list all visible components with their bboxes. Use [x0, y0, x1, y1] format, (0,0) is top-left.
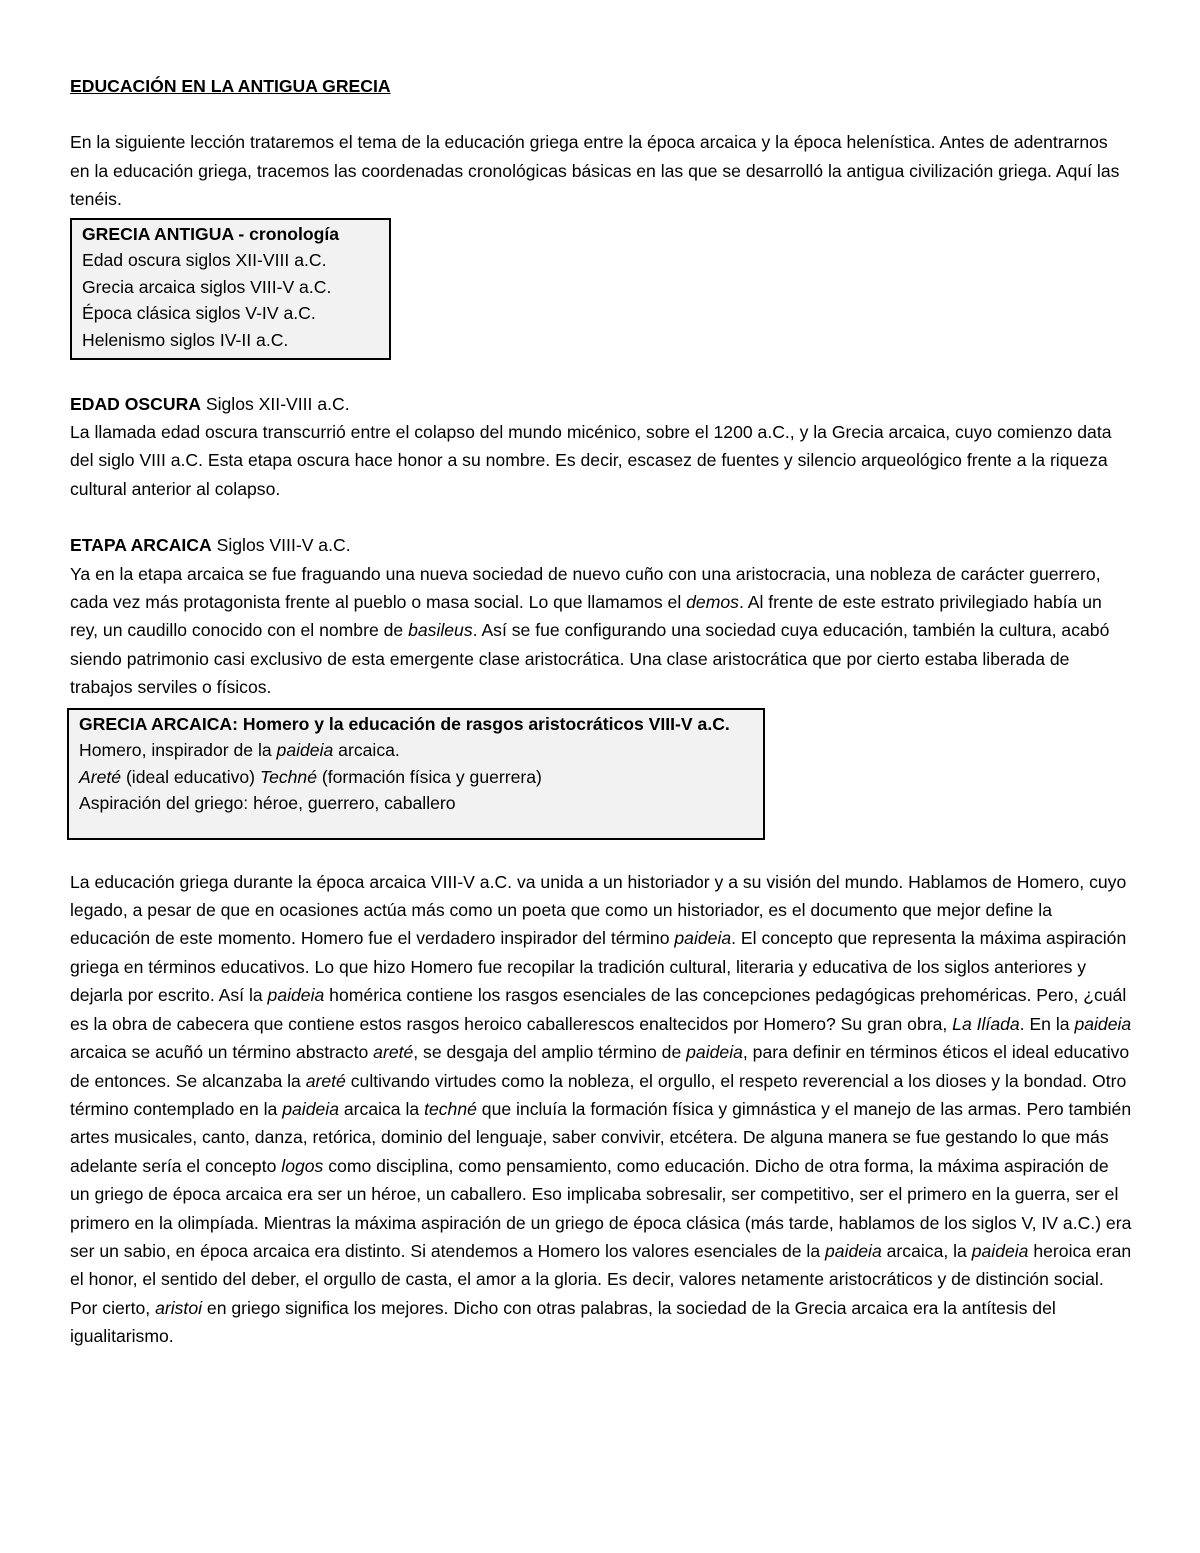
italic-term: paideia [1074, 1013, 1132, 1034]
italic-term: basileus [408, 620, 473, 641]
text-run: , se desgaja del amplio término de [413, 1042, 687, 1063]
archaic-box-heading: GRECIA ARCAICA: Homero y la educación de rasgos aristocráticos VIII-V a.C. [79, 713, 730, 734]
section-heading [70, 390, 1132, 418]
chronology-line: Época clásica siglos V-IV a.C. [82, 303, 316, 324]
italic-term: paideia [686, 1042, 743, 1063]
text-run: arcaica, la [881, 1240, 972, 1261]
archaic-box-line [79, 737, 753, 764]
section-heading-rest: Siglos VIII-V a.C. [211, 535, 351, 556]
italic-term: areté [373, 1042, 414, 1063]
text-run: arcaica. [333, 740, 400, 761]
section-body: La llamada edad oscura transcurrió entre el colapso del mundo micénico, sobre el 1200 a.C., y la Grecia arcaica, cuyo comienzo data del siglo VIII a.C. Esta etapa oscura hace honor a su nombre. Es decir, escasez de fuentes y silencio arqueológico frente a la riqueza cultural anterior al colapso. [70, 422, 1112, 499]
text-run: La educación griega durante la época arcaica VIII-V a.C. va unida a un historiador y a su visión del mundo. Hablamos de Homero, cuyo legado, a pesar de que en ocasiones actúa más como un poeta que como un historiador, es el documento que mejor define la educación de este momento. Homero fue el verdadero inspirador del término [70, 871, 1127, 949]
italic-term: La Ilíada [952, 1013, 1020, 1034]
text-run: . En la [1019, 1013, 1075, 1034]
italic-term: areté [305, 1070, 346, 1091]
italic-term: techné [424, 1098, 477, 1119]
main-paragraph [70, 868, 1132, 1351]
section-heading [70, 531, 1132, 559]
text-run: . Así se fue configurando una sociedad cuya educación, también la cultura, acabó siendo patrimonio casi exclusivo de esta emergente clase aristocrática. Una clase aristocrática que por cierto estaba liberada de trabajos serviles o físicos. [70, 620, 1110, 698]
section-heading-bold: EDAD OSCURA [70, 393, 201, 414]
italic-term: Techné [259, 766, 318, 787]
archaic-box-line [79, 764, 753, 791]
text-run: . El concepto que representa la máxima aspiración griega en términos educativos. Lo que hizo Homero fue recopilar la tradición cultural, literaria y educativa de los siglos anteriores y dejarla por escrito. Así la [70, 928, 1127, 1006]
italic-term: Areté [79, 766, 122, 787]
chronology-line: Grecia arcaica siglos VIII-V a.C. [82, 276, 332, 297]
text-run: arcaica la [338, 1098, 425, 1119]
text-run: arcaica se acuñó un término abstracto [70, 1042, 374, 1063]
chronology-line: Edad oscura siglos XII-VIII a.C. [82, 250, 327, 271]
text-run: Homero, inspirador de la [79, 740, 277, 761]
document-page [70, 72, 1132, 1351]
archaic-summary-box [67, 708, 765, 840]
italic-term: paideia [267, 985, 325, 1006]
text-run: . Al frente de este estrato privilegiado había un rey, un caudillo conocido con el nombre de [70, 592, 1102, 641]
italic-term: aristoi [155, 1297, 203, 1318]
archaic-box-line: Aspiración del griego: héroe, guerrero, caballero [79, 793, 456, 814]
italic-term: paideia [971, 1240, 1029, 1261]
section-body [70, 560, 1132, 702]
chronology-box-heading: GRECIA ANTIGUA - cronología [82, 223, 340, 244]
text-run: Ya en la etapa arcaica se fue fraguando una nueva sociedad de nuevo cuño con una aristocracia, una nobleza de carácter guerrero, cada vez más protagonista frente al pueblo o masa social. Lo que llamamos el [70, 563, 1101, 613]
italic-term: logos [281, 1155, 324, 1176]
section-etapa-arcaica [70, 531, 1132, 701]
italic-term: paideia [276, 740, 334, 761]
document-title: EDUCACIÓN EN LA ANTIGUA GRECIA [70, 76, 391, 96]
section-heading-bold: ETAPA ARCAICA [70, 535, 212, 556]
text-run: como disciplina, como pensamiento, como educación. Dicho de otra forma, la máxima aspiración de un griego de época arcaica era ser un héroe, un caballero. Eso implicaba sobresalir, ser competitivo, ser el primero en la guerra, ser el primero en la olimpíada. Mientras la máxima aspiración de un griego de época clásica (más tarde, hablamos de los siglos V, IV a.C.) era ser un sabio, en época arcaica era distinto. Si atendemos a Homero los valores esenciales de la [70, 1155, 1132, 1261]
text-run: (ideal educativo) [121, 766, 260, 787]
chronology-box [70, 218, 391, 360]
section-edad-oscura [70, 390, 1132, 504]
text-run: en griego significa los mejores. Dicho con otras palabras, la sociedad de la Grecia arcaica era la antítesis del igualitarismo. [70, 1297, 1056, 1347]
intro-paragraph: En la siguiente lección trataremos el tema de la educación griega entre la época arcaica y la época helenística. Antes de adentrarnos en la educación griega, tracemos las coordenadas cronológicas básicas en las que se desarrolló la antigua civilización griega. Aquí las tenéis. [70, 132, 1120, 210]
italic-term: demos [686, 592, 739, 613]
chronology-line: Helenismo siglos IV-II a.C. [82, 330, 289, 350]
italic-term: paideia [825, 1240, 882, 1261]
italic-term: paideia [282, 1098, 339, 1119]
text-run: heroica eran el honor, el sentido del deber, el orgullo de casta, el amor a la gloria. Es decir, valores netamente aristocráticos y de distinción social. Por cierto, [70, 1240, 1132, 1318]
section-heading-rest: Siglos XII-VIII a.C. [200, 393, 350, 414]
text-run: (formación física y guerrera) [317, 766, 542, 787]
italic-term: paideia [674, 928, 732, 949]
text-run: homérica contiene los rasgos esenciales de las concepciones pedagógicas prehoméricas. Pero, ¿cuál es la obra de cabecera que contiene estos rasgos heroico caballerescos enaltecidos por Homero? Su gran obra, [70, 985, 1127, 1034]
text-run: , para definir en términos éticos el ideal educativo de entonces. Se alcanzaba la [70, 1042, 1130, 1091]
text-run: que incluía la formación física y gimnástica y el manejo de las armas. Pero también artes musicales, canto, danza, retórica, dominio del lenguaje, saber convivir, etcétera. De alguna manera se fue gestando lo que más adelante sería el concepto [70, 1098, 1132, 1176]
text-run: cultivando virtudes como la nobleza, el orgullo, el respeto reverencial a los dioses y la bondad. Otro término contemplado en la [70, 1070, 1127, 1119]
